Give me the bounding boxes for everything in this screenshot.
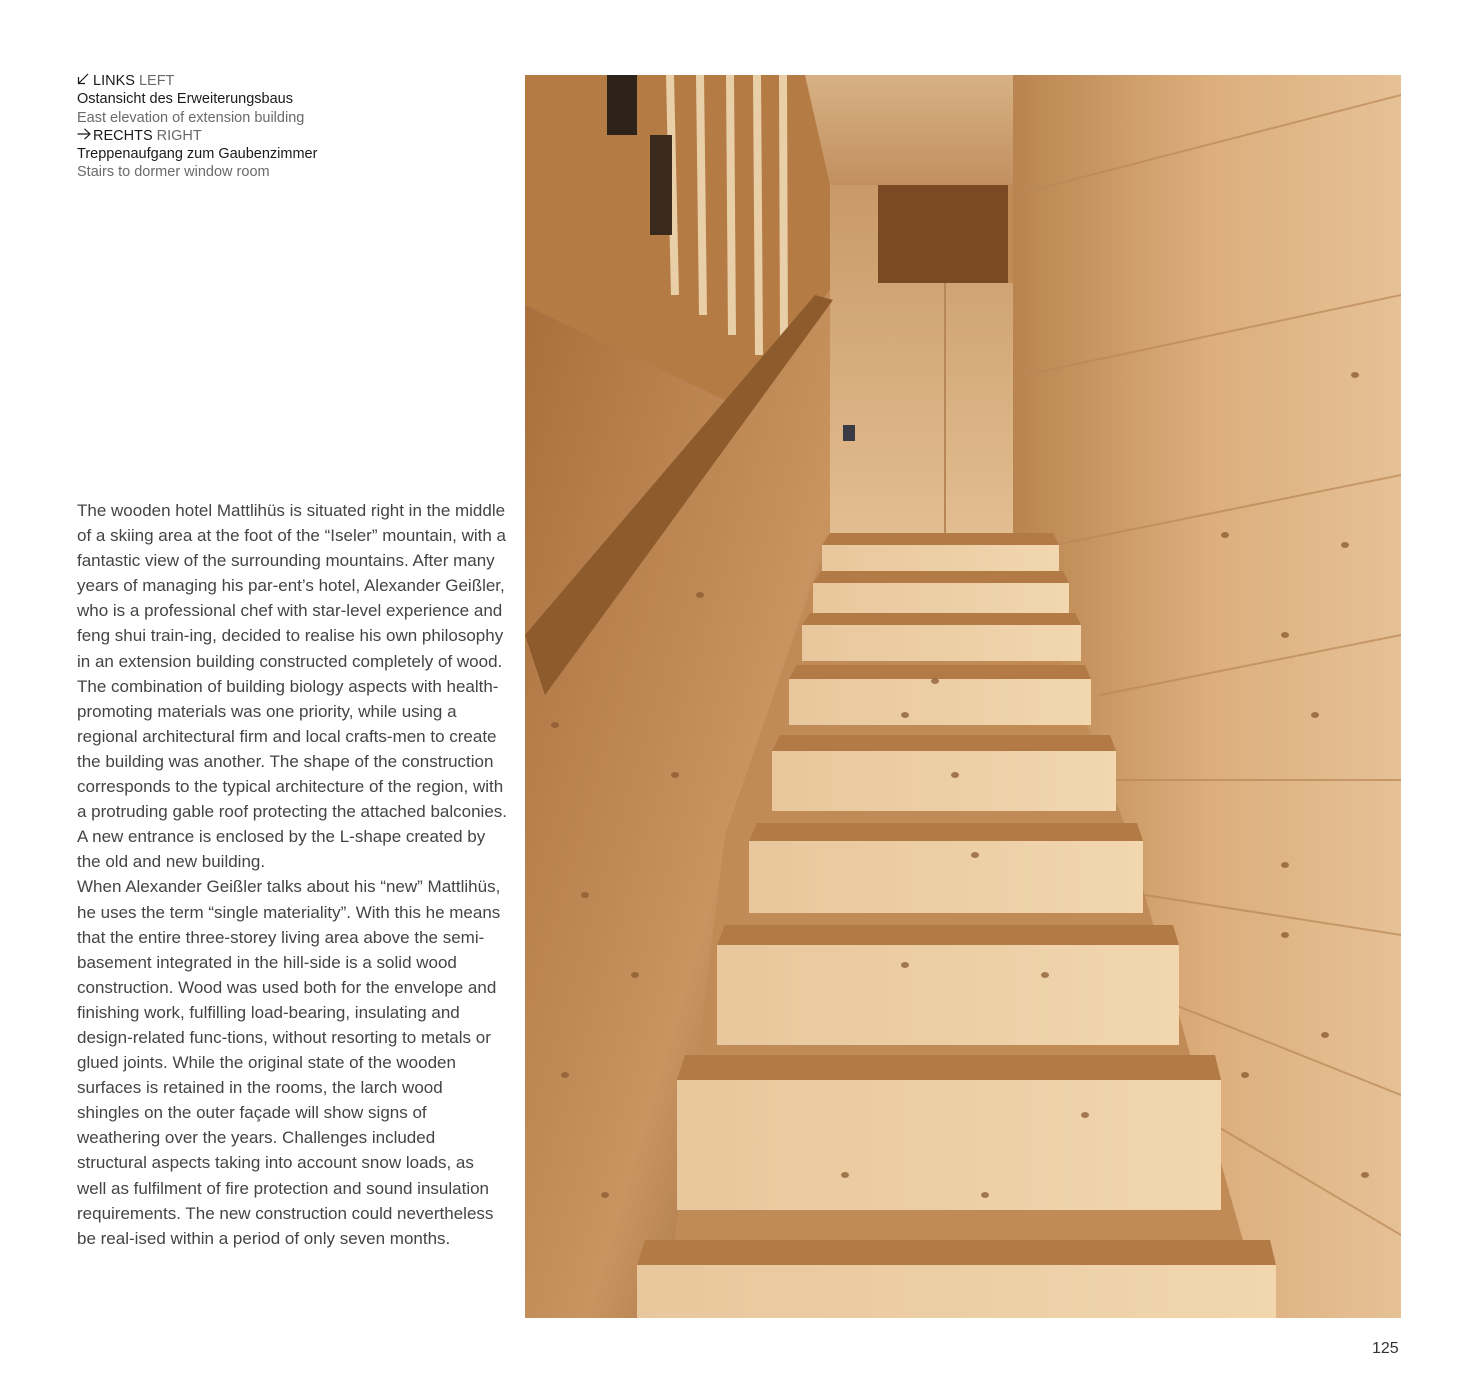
wood-knot xyxy=(971,852,979,858)
left-label-en: LEFT xyxy=(138,73,175,89)
article-body xyxy=(77,498,507,1251)
stair-tread xyxy=(637,1240,1276,1265)
wood-knot xyxy=(561,1072,569,1078)
stair-tread xyxy=(677,1055,1221,1080)
left-label-de: LINKS xyxy=(93,73,135,89)
body-paragraph-1: The wooden hotel Mattlihüs is situated right in the middle of a skiing area at the foot of the “Iseler” mountain, with a fantastic view of the surrounding mountains. After many years of managing his par-ent’s hotel, Alexander Geißler, who is a professional chef with star-level experience and feng shui train-ing, decided to realise his own philosophy in an extension building constructed completely of wood. The combination of building biology aspects with health-promoting materials was one priority, while using a regional architectural firm and local crafts-men to create the building was another. The shape of the construction corresponds to the typical architecture of the region, with a protruding gable roof protecting the attached balconies. A new entrance is enclosed by the L-shape created by the old and new building. xyxy=(77,501,508,872)
wood-knot xyxy=(951,772,959,778)
stair-tread xyxy=(802,613,1081,625)
wood-knot xyxy=(671,772,679,778)
stair-tread xyxy=(717,925,1179,945)
wood-knot xyxy=(551,722,559,728)
stair-riser xyxy=(717,945,1179,1045)
wood-knot xyxy=(901,712,909,718)
wood-knot xyxy=(981,1192,989,1198)
wood-knot xyxy=(1351,372,1359,378)
arrow-right-icon xyxy=(77,127,91,145)
wood-knot xyxy=(1041,972,1049,978)
wood-knot xyxy=(1341,542,1349,548)
wood-knot xyxy=(631,972,639,978)
stair-riser xyxy=(813,583,1069,615)
stair-riser xyxy=(749,841,1143,913)
wood-knot xyxy=(1311,712,1319,718)
stair-tread xyxy=(749,823,1143,841)
wood-knot xyxy=(1221,532,1229,538)
wood-knot xyxy=(696,592,704,598)
wood-knot xyxy=(581,892,589,898)
stair-riser xyxy=(802,625,1081,661)
wood-knot xyxy=(1241,1072,1249,1078)
arrow-down-left-icon xyxy=(77,72,91,90)
staircase-illustration xyxy=(525,75,1401,1318)
wood-knot xyxy=(1281,862,1289,868)
wood-knot xyxy=(1281,932,1289,938)
left-caption-en: East elevation of extension building xyxy=(77,109,305,126)
wood-knot xyxy=(901,962,909,968)
stair-riser xyxy=(822,545,1059,575)
right-caption-de: Treppenaufgang zum Gaubenzimmer xyxy=(77,146,318,163)
page-number: 125 xyxy=(1372,1340,1399,1357)
stair-riser xyxy=(789,679,1091,725)
right-label-de: RECHTS xyxy=(93,127,153,144)
stair-tread xyxy=(822,533,1059,545)
stair-tread xyxy=(789,665,1091,679)
wood-knot xyxy=(1321,1032,1329,1038)
staircase-photo xyxy=(525,75,1401,1318)
wood-knot xyxy=(1361,1172,1369,1178)
right-caption-label xyxy=(77,127,497,145)
wood-knot xyxy=(1281,632,1289,638)
stair-riser xyxy=(677,1080,1221,1210)
wood-knot xyxy=(841,1172,849,1178)
left-caption-de: Ostansicht des Erweiterungsbaus xyxy=(77,91,293,108)
wood-knot xyxy=(931,678,939,684)
stair-tread xyxy=(813,571,1069,583)
left-caption-label xyxy=(77,72,497,90)
photo-captions xyxy=(77,72,497,182)
stair-riser xyxy=(772,751,1116,811)
wood-knot xyxy=(1081,1112,1089,1118)
wood-knot xyxy=(601,1192,609,1198)
body-paragraph-2: When Alexander Geißler talks about his “new” Mattlihüs, he uses the term “single materiality”. With this he means that the entire three-storey living area above the semi-basement integrated in the hill-side is a solid wood construction. Wood was used both for the envelope and finishing work, fulfilling load-bearing, insulating and design-related func-tions, without resorting to metals or glued joints. While the original state of the wooden surfaces is retained in the rooms, the larch wood shingles on the outer façade will show signs of weathering over the years. Challenges included structural aspects taking into account snow loads, as well as fulfilment of fire protection and sound insulation requirements. The new construction could nevertheless be real-ised within a period of only seven months. xyxy=(77,877,501,1248)
right-caption-en: Stairs to dormer window room xyxy=(77,164,270,181)
stair-riser xyxy=(637,1265,1276,1318)
right-label-en: RIGHT xyxy=(156,127,202,144)
stair-tread xyxy=(772,735,1116,751)
